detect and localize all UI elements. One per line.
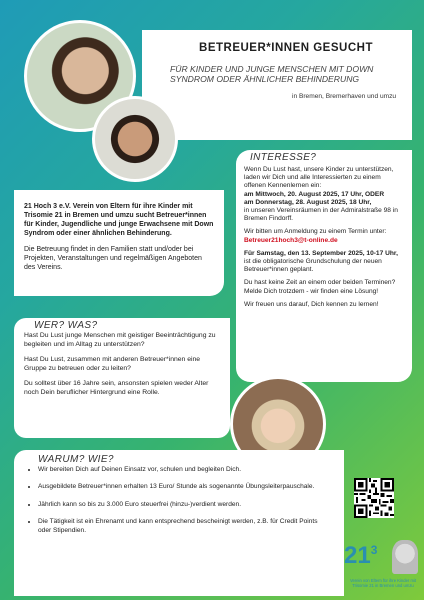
- training-text: ist die obligatorische Grundschulung der neuen Betreuer*innen geplant.: [244, 258, 382, 274]
- date-1: am Mittwoch, 20. August 2025, 17 Uhr, ODER: [244, 190, 385, 198]
- interesse-title: INTERESSE?: [250, 152, 317, 163]
- warum-list: [26, 466, 332, 535]
- email-link[interactable]: Betreuer21hoch3@t-online.de: [244, 236, 338, 244]
- header-box: [142, 30, 412, 140]
- statue-emblem: [392, 540, 418, 574]
- interesse-paragraph-3: [244, 250, 404, 275]
- photo-child-glasses: [92, 96, 178, 182]
- interesse-box: [236, 150, 412, 382]
- list-item: • Die Tätigkeit ist ein Ehrenamt und kann entsprechend bescheinigt werden, z.B. für Credit Points oder Stipendien.: [38, 518, 332, 535]
- venue-text: in unseren Vereinsräumen in der Admiralstraße 98 in Bremen Findorff.: [244, 207, 398, 223]
- interesse-paragraph-1: [244, 166, 404, 223]
- intro-bold-text: 21 Hoch 3 e.V. Verein von Eltern für ihre Kinder mit Trisomie 21 in Bremen und umzu sucht Betreuer*innen für Kinder, Jugendliche und junge Erwachsene mit Down Syndrom oder einer ähnlichen Behinderung.: [24, 203, 214, 237]
- wer-title: WER? WAS?: [34, 320, 98, 331]
- page-subtitle: FÜR KINDER UND JUNGE MENSCHEN MIT DOWN SYNDROM ODER ÄHNLICHER BEHINDERUNG: [170, 64, 374, 84]
- warum-title: WARUM? WIE?: [38, 454, 114, 465]
- intro-box: [14, 190, 224, 296]
- page-title: BETREUER*INNEN GESUCHT: [199, 42, 373, 54]
- interesse-paragraph-2: [244, 228, 404, 244]
- list-item: • Jährlich kann so bis zu 3.000 Euro steuerfrei (hinzu-)verdient werden.: [38, 501, 332, 509]
- list-item: • Wir bereiten Dich auf Deinen Einsatz vor, schulen und begleiten Dich.: [38, 466, 332, 474]
- wer-paragraph-1: Hast Du Lust junge Menschen mit geistiger Beeinträchtigung zu begleiten und im Alltag zu unterstützen?: [24, 332, 216, 348]
- warum-box: [14, 450, 344, 596]
- training-date: Für Samstag, den 13. September 2025, 10-17 Uhr,: [244, 249, 398, 257]
- date-2: am Donnerstag, 28. August 2025, 18 Uhr,: [244, 198, 372, 206]
- verein-logo: [344, 540, 420, 596]
- interesse-paragraph-5: Wir freuen uns darauf, Dich kennen zu lernen!: [244, 300, 379, 308]
- register-text: Wir bitten um Anmeldung zu einem Termin unter:: [244, 228, 387, 236]
- logo-text: Verein von Eltern für ihre Kinder mit Trisomie 21 in Bremen und umzu: [349, 578, 417, 588]
- interesse-paragraph-4: Du hast keine Zeit an einem oder beiden Terminen? Melde Dich trotzdem - wir finden eine Lösung!: [244, 279, 396, 295]
- logo-number: $21^3$: [344, 542, 378, 569]
- wer-box: [14, 318, 230, 438]
- list-item: • Ausgebildete Betreuer*innen erhalten 13 Euro/ Stunde als sogenannte Übungsleiterpauschale.: [38, 483, 332, 491]
- intro-text: Die Betreuung findet in den Familien statt und/oder bei Projekten, Veranstaltungen und regelmäßigen Angeboten des Vereins.: [24, 246, 202, 271]
- location-text: in Bremen, Bremerhaven und umzu: [292, 93, 397, 100]
- interesse-intro: Wenn Du Lust hast, unsere Kinder zu unterstützen, laden wir Dich und alle Interessierten zu einem offenen Kennenlernen ein:: [244, 166, 394, 190]
- wer-paragraph-2: Hast Du Lust, zusammen mit anderen Betreuer*innen eine Gruppe zu betreuen oder zu leiten?: [24, 356, 201, 372]
- qr-code-icon[interactable]: [354, 478, 394, 518]
- wer-paragraph-3: Du solltest über 16 Jahre sein, ansonsten spielen weder Alter noch Dein beruflicher Hintergrund eine Rolle.: [24, 380, 209, 396]
